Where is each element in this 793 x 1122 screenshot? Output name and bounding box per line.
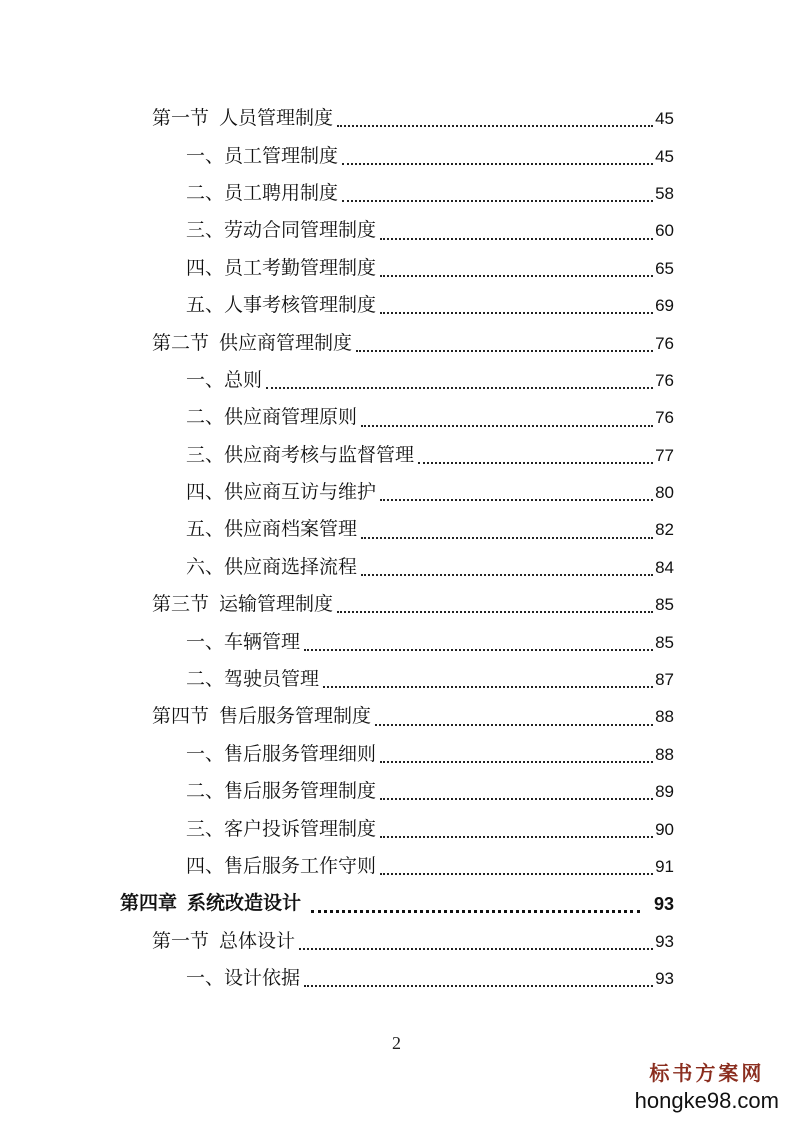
toc-entry-number: 二、 (186, 780, 225, 803)
toc-entry[interactable] (0, 362, 793, 399)
toc-dot-leader (380, 312, 653, 314)
toc-dot-leader (380, 836, 653, 838)
toc-entry-title: 劳动合同管理制度 (224, 219, 377, 242)
toc-entry-label (186, 742, 377, 765)
toc-dot-leader (380, 873, 653, 875)
toc-entry-number: 一、 (186, 742, 225, 765)
toc-entry-title: 售后服务管理制度 (219, 705, 372, 728)
toc-entry-page: 77 (655, 445, 674, 465)
toc-entry-page: 87 (655, 670, 674, 690)
toc-entry-label (186, 296, 376, 315)
toc-entry[interactable] (0, 437, 793, 474)
toc-entry-title: 供应商互访与维护 (224, 481, 377, 504)
toc-dot-leader (311, 910, 640, 913)
toc-entry-number: 第一节 (152, 929, 210, 952)
toc-entry[interactable] (0, 623, 793, 660)
toc-entry[interactable] (0, 324, 793, 361)
watermark-logo (635, 1057, 779, 1114)
toc-entry-title: 员工聘用制度 (224, 181, 339, 204)
toc-entry-title: 运输管理制度 (219, 593, 334, 616)
toc-entry[interactable] (0, 810, 793, 847)
toc-entry-title: 员工考勤管理制度 (224, 256, 377, 279)
watermark-name: 标书方案网 (649, 1061, 765, 1085)
toc-entry[interactable] (0, 923, 793, 960)
toc-entry[interactable] (0, 848, 793, 885)
toc-entry-number: 三、 (186, 817, 225, 840)
toc-entry-number: 一、 (186, 368, 225, 391)
toc-dot-leader (356, 350, 653, 352)
toc-entry-title: 客户投诉管理制度 (224, 817, 377, 840)
toc-entry-label (152, 707, 371, 726)
toc-entry-title: 售后服务管理细则 (224, 742, 377, 765)
toc-entry-page: 45 (655, 146, 674, 166)
toc-entry-page: 88 (655, 744, 674, 764)
toc-entry-label (152, 109, 333, 128)
toc-dot-leader (304, 649, 653, 651)
toc-entry-label (186, 144, 339, 167)
toc-entry-label (152, 331, 353, 354)
toc-entry-number: 第四节 (152, 705, 210, 728)
toc-entry[interactable] (0, 100, 793, 137)
toc-entry-number: 四、 (186, 481, 225, 504)
toc-entry-title: 供应商管理原则 (224, 406, 358, 429)
page-number: 2 (392, 1033, 401, 1053)
toc-entry[interactable] (0, 175, 793, 212)
toc-entry-label (186, 670, 319, 689)
toc-dot-leader (323, 686, 653, 688)
toc-entry-label (186, 368, 263, 391)
toc-entry-page: 93 (655, 969, 674, 989)
toc-entry-label (186, 256, 377, 279)
toc-dot-leader (266, 387, 653, 389)
toc-entry-title: 供应商档案管理 (224, 518, 358, 541)
toc-dot-leader (337, 125, 653, 127)
toc-entry[interactable] (0, 549, 793, 586)
toc-entry-title: 员工管理制度 (224, 144, 339, 167)
toc-entry-number: 六、 (186, 555, 225, 578)
toc-entry-label (186, 555, 358, 578)
toc-entry-page: 85 (655, 595, 674, 615)
toc-entry-number: 第三节 (152, 593, 210, 616)
toc-entry[interactable] (0, 250, 793, 287)
toc-entry-label (186, 443, 415, 466)
toc-entry-number: 五、 (186, 518, 225, 541)
toc-entry-page: 76 (655, 370, 674, 390)
toc-entry-number: 四、 (186, 855, 225, 877)
toc-entry-page: 60 (655, 221, 674, 241)
toc-entry[interactable] (0, 474, 793, 511)
toc-entry-title: 人事考核管理制度 (224, 294, 377, 317)
toc-dot-leader (361, 425, 653, 427)
toc-entry-label (186, 782, 376, 801)
toc-entry[interactable] (0, 885, 793, 922)
toc-dot-leader (304, 985, 653, 987)
toc-dot-leader (361, 537, 653, 539)
toc-entry[interactable] (0, 661, 793, 698)
toc-entry-page: 76 (655, 408, 674, 428)
toc-entry-page: 84 (655, 557, 674, 577)
toc-entry-page: 89 (655, 782, 674, 802)
toc-entry-title: 驾驶员管理 (224, 668, 320, 691)
watermark-url: hongke98.com (634, 1088, 779, 1113)
toc-dot-leader (380, 238, 653, 240)
toc-entry-title: 供应商选择流程 (224, 555, 358, 578)
toc-entry-label (120, 894, 301, 913)
toc-entry-number: 二、 (186, 668, 225, 691)
toc-entry-title: 供应商管理制度 (219, 331, 353, 354)
toc-entry-page: 82 (655, 520, 674, 540)
toc-entry-number: 第一节 (152, 107, 210, 130)
toc-dot-leader (380, 761, 653, 763)
toc-entry-page: 80 (655, 483, 674, 503)
toc-entry-page: 65 (655, 258, 674, 278)
toc-entry-title: 设计依据 (224, 967, 301, 990)
toc-entry-number: 三、 (186, 219, 225, 242)
toc-dot-leader (375, 724, 653, 726)
toc-dot-leader (380, 798, 653, 800)
toc-entry-page: 93 (653, 893, 674, 914)
toc-entry-page: 88 (655, 707, 674, 727)
toc-entry-label (186, 483, 376, 502)
toc-entry-label (186, 969, 300, 988)
toc-entry-label (152, 595, 333, 614)
toc-entry-number: 二、 (186, 406, 225, 429)
toc-entry[interactable] (0, 736, 793, 773)
toc-entry-label (186, 817, 377, 840)
toc-dot-leader (299, 948, 653, 950)
toc-entry-page: 45 (655, 109, 674, 129)
toc-entry-number: 第四章 (120, 892, 178, 915)
toc-entry[interactable] (0, 137, 793, 174)
toc-entry[interactable] (0, 212, 793, 249)
toc-entry-page: 58 (655, 183, 674, 203)
toc-dot-leader (342, 163, 653, 165)
toc-entry-number: 一、 (186, 630, 225, 653)
toc-entry-number: 二、 (186, 181, 225, 204)
toc-entry[interactable] (0, 586, 793, 623)
toc-entry-page: 90 (655, 819, 674, 839)
toc-entry-label (186, 857, 376, 876)
toc-entry-title: 总体设计 (219, 929, 296, 952)
toc-entry-page: 91 (655, 857, 674, 876)
toc-entry-title: 售后服务管理制度 (224, 780, 377, 803)
toc-entry-label (186, 221, 376, 240)
toc-dot-leader (380, 499, 653, 501)
toc-entry[interactable] (0, 511, 793, 548)
toc-entry[interactable] (0, 399, 793, 436)
toc-entry-number: 一、 (186, 144, 225, 167)
toc-entry-page: 93 (655, 931, 674, 951)
toc-entry-label (186, 181, 339, 204)
toc-entry[interactable] (0, 960, 793, 997)
toc-entry-title: 系统改造设计 (187, 892, 302, 915)
toc-entry-number: 五、 (186, 294, 225, 317)
toc-dot-leader (342, 200, 653, 202)
toc-entry[interactable] (0, 773, 793, 810)
toc-dot-leader (418, 462, 653, 464)
toc-entry-label (186, 520, 357, 539)
toc-entry-label (152, 929, 296, 952)
toc-entry-page: 85 (655, 632, 674, 652)
toc-entry-title: 售后服务工作守则 (224, 855, 377, 877)
toc-entry[interactable] (0, 287, 793, 324)
toc-entry-label (186, 408, 357, 427)
toc-entry-number: 四、 (186, 256, 225, 279)
toc-entry-page: 69 (655, 296, 674, 316)
toc-entry-title: 供应商考核与监督管理 (224, 443, 415, 466)
toc-dot-leader (380, 275, 653, 277)
table-of-contents (0, 100, 793, 997)
toc-entry-title: 人员管理制度 (219, 107, 334, 130)
toc-entry-title: 总则 (224, 368, 263, 391)
toc-entry-number: 第二节 (152, 331, 210, 354)
toc-entry-label (186, 630, 301, 653)
toc-dot-leader (361, 574, 653, 576)
toc-entry-number: 一、 (186, 967, 225, 990)
toc-dot-leader (337, 611, 653, 613)
toc-entry-number: 三、 (186, 443, 225, 466)
toc-entry-title: 车辆管理 (224, 630, 301, 653)
toc-entry[interactable] (0, 698, 793, 735)
toc-entry-page: 76 (655, 333, 674, 353)
